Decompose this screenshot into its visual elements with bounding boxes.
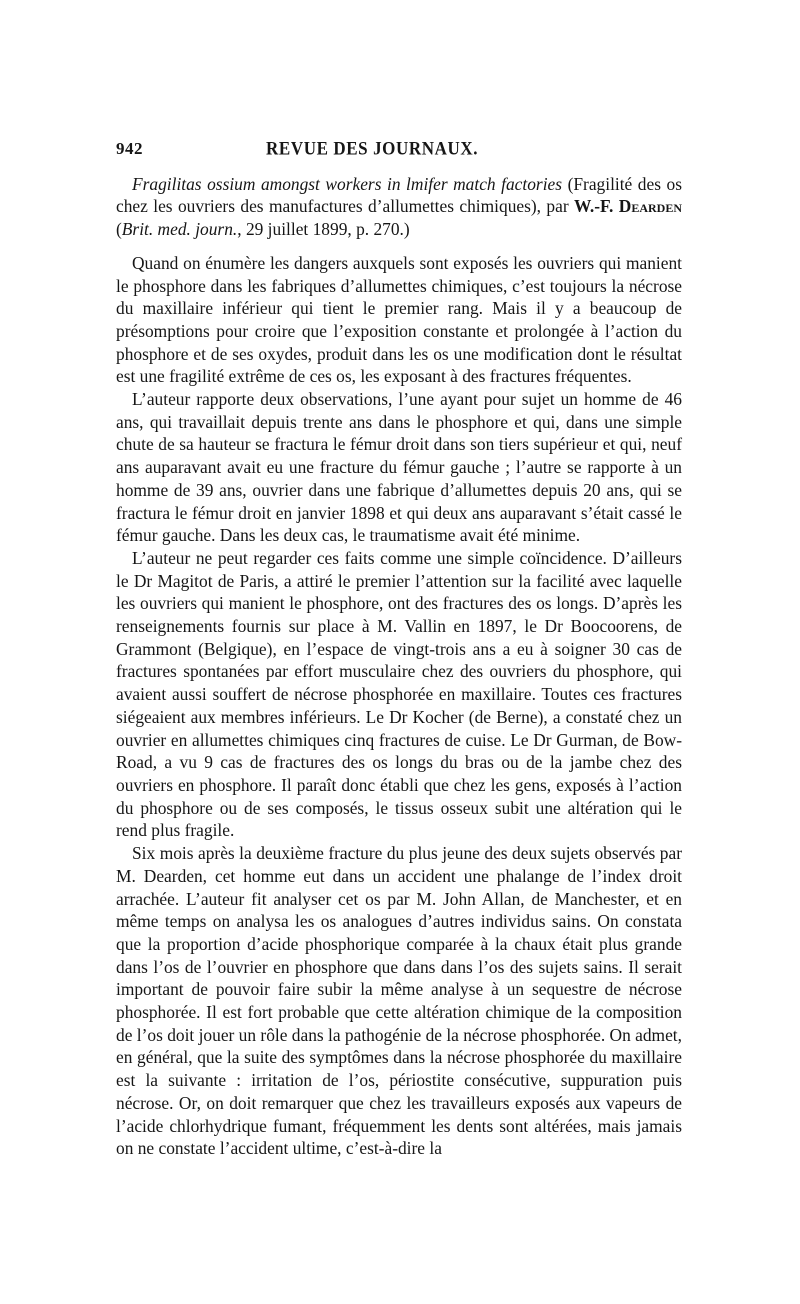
- article-author: W.-F. Dearden: [574, 196, 682, 217]
- running-head: [116, 138, 682, 161]
- journal-title: REVUE DES JOURNAUX.: [266, 137, 479, 160]
- body-paragraph-4: Six mois après la deuxième fracture du plus jeune des deux sujets observés par M. Dearden, cet homme eut dans un accident une phalange de l’index droit arrachée. L’auteur fit analyser cet os par M. John Allan, de Manchester, et en même temps on analysa les os analogues d’autres individus sains. On constata que la proportion d’acide phosphorique comparée à la chaux était plus grande dans l’os de l’ouvrier en phosphore que dans dans l’os des sujets sains. Il serait important de pouvoir faire subir la même analyse à un sequestre de nécrose phosphorée. Il est fort probable que cette altération chimique de la composition de l’os doit jouer un rôle dans la pathogénie de la nécrose phosphorée. On admet, en général, que la suite des symptômes dans la nécrose phosphorée du maxillaire est la suivante : irritation de l’os, périostite consécutive, suppuration puis nécrose. Or, on doit remarquer que chez les travailleurs exposés aux vapeurs de l’acide chlorhydrique fumant, fréquemment les dents sont altérées, mais jamais on ne constate l’accident ultime, c’est-à-dire la: [116, 843, 682, 1159]
- body-paragraph-1: Quand on énumère les dangers auxquels sont exposés les ouvriers qui manient le phosphore dans les fabriques d’allumettes chimiques, c’est toujours la nécrose du maxillaire inférieur qui tient le premier rang. Mais il y a beaucoup de présomptions pour croire que l’exposition constante et prolongée à l’action du phosphore et de ses oxydes, produit dans les os une modification dont le résultat est une fragilité extrême de ces os, les exposant à des fractures fréquentes.: [116, 252, 682, 387]
- journal-page: [116, 138, 682, 1160]
- article-source-details: , 29 juillet 1899, p. 270.): [237, 219, 410, 240]
- article-title-translation: (Fragilité des os chez les ouvriers des manufactures d’allumettes chimiques), par: [116, 173, 682, 217]
- article-source: Brit. med. journ.: [121, 219, 238, 240]
- article-title: Fragilitas ossium amongst workers in lmifer match factories: [132, 173, 563, 194]
- article-citation: [116, 173, 682, 241]
- body-paragraph-3: L’auteur ne peut regarder ces faits comme une simple coïncidence. D’ailleurs le Dr Magitot de Paris, a attiré le premier l’attention sur la facilité avec laquelle les ouvriers qui manient le phosphore, ont des fractures des os longs. D’après les renseignements fournis sur place à M. Vallin en 1897, le Dr Boocoorens, de Grammont (Belgique), en l’espace de vingt-trois ans a eu à soigner 30 cas de fractures spontanées par effort musculaire chez des ouvriers du phosphore, qui avaient aussi souffert de nécrose phosphorée en maxillaire. Toutes ces fractures siégeaient aux membres inférieurs. Le Dr Kocher (de Berne), a constaté chez un ouvrier en allumettes chimiques cinq fractures de cuise. Le Dr Gurman, de Bow-Road, a vu 9 cas de fractures des os longs du bras ou de la jambe chez des ouvriers en phosphore. Il paraît donc établi que chez les gens, exposés à l’action du phosphore ou de ses composés, le tissus osseux subit une altération qui le rend plus fragile.: [116, 547, 682, 841]
- source-open-paren: (: [116, 219, 122, 240]
- body-paragraph-2: L’auteur rapporte deux observations, l’une ayant pour sujet un homme de 46 ans, qui travaillait depuis trente ans dans le phosphore et qui, dans une simple chute de sa hauteur se fractura le fémur droit dans son tiers supérieur et qui, neuf ans auparavant avait eu une fracture du fémur gauche ; l’autre se rapporte à un homme de 39 ans, ouvrier dans une fabrique d’allumettes depuis 20 ans, qui se fractura le fémur droit en janvier 1898 et qui deux ans auparavant s’était cassé le fémur gauche. Dans les deux cas, le traumatisme avait été minime.: [116, 389, 682, 546]
- page-number: 942: [116, 139, 143, 158]
